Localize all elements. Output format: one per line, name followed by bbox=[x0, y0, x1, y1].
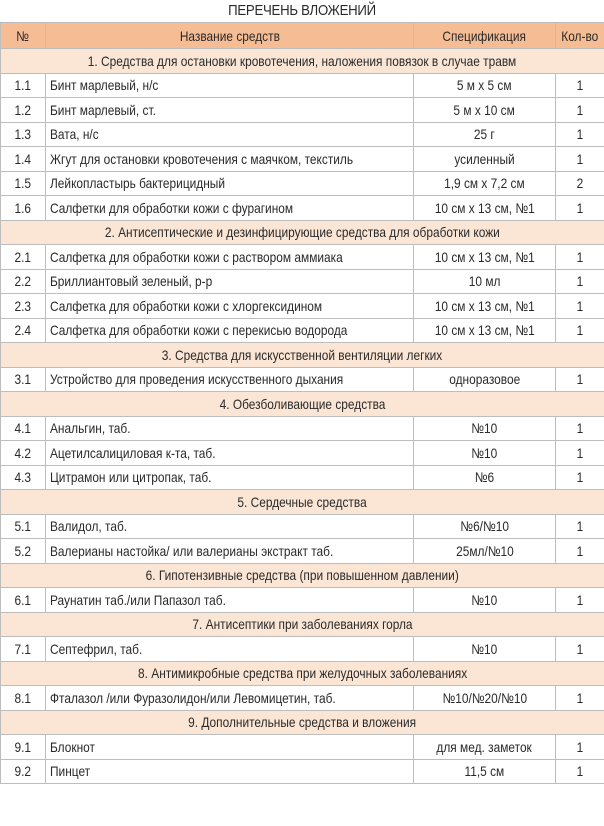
cell-qty-text: 1 bbox=[576, 518, 584, 535]
column-header-number bbox=[1, 23, 46, 49]
cell-spec bbox=[414, 588, 556, 613]
table-row bbox=[1, 73, 604, 98]
cell-qty-text: 1 bbox=[576, 469, 584, 486]
cell-num-text: 9.2 bbox=[14, 763, 32, 780]
cell-name bbox=[46, 122, 414, 147]
cell-num-text: 1.3 bbox=[14, 126, 32, 143]
cell-spec bbox=[414, 367, 556, 392]
cell-num bbox=[1, 269, 46, 294]
cell-qty-text: 2 bbox=[576, 175, 584, 192]
cell-qty-text: 1 bbox=[576, 371, 584, 388]
table-row bbox=[1, 735, 604, 760]
cell-num-text: 1.5 bbox=[14, 175, 32, 192]
cell-qty-text: 1 bbox=[576, 542, 584, 559]
cell-qty bbox=[556, 514, 604, 539]
section-title: 8. Антимикробные средства при желудочных заболеваниях bbox=[137, 665, 468, 682]
section-title-cell bbox=[1, 710, 604, 735]
cell-qty-text: 1 bbox=[576, 591, 584, 608]
section-title-cell bbox=[1, 490, 604, 515]
section-title: 5. Сердечные средства bbox=[237, 493, 368, 510]
cell-spec bbox=[414, 269, 556, 294]
section-title-cell bbox=[1, 49, 604, 74]
cell-qty bbox=[556, 73, 604, 98]
section-row bbox=[1, 710, 604, 735]
cell-qty bbox=[556, 588, 604, 613]
section-row bbox=[1, 563, 604, 588]
cell-spec bbox=[414, 416, 556, 441]
column-header-qty-label: Кол-во bbox=[561, 27, 599, 44]
table-row bbox=[1, 588, 604, 613]
cell-num bbox=[1, 514, 46, 539]
cell-name-text: Салфетка для обработки кожи с перекисью водорода bbox=[50, 322, 348, 339]
cell-num bbox=[1, 416, 46, 441]
cell-spec bbox=[414, 318, 556, 343]
cell-name-text: Лейкопластырь бактерицидный bbox=[50, 175, 226, 192]
cell-spec-text: усиленный bbox=[454, 150, 515, 167]
cell-name bbox=[46, 269, 414, 294]
cell-spec-text: №6/№10 bbox=[460, 518, 509, 535]
cell-spec-text: №10 bbox=[471, 591, 498, 608]
cell-spec-text: 25 г bbox=[474, 126, 495, 143]
table-row bbox=[1, 759, 604, 784]
cell-name-text: Цитрамон или цитропак, таб. bbox=[50, 469, 212, 486]
cell-num-text: 3.1 bbox=[14, 371, 32, 388]
cell-name-text: Устройство для проведения искусственного дыхания bbox=[50, 371, 344, 388]
cell-qty bbox=[556, 122, 604, 147]
cell-num bbox=[1, 735, 46, 760]
cell-name bbox=[46, 367, 414, 392]
cell-qty bbox=[556, 735, 604, 760]
cell-num bbox=[1, 147, 46, 172]
column-header-number-label: № bbox=[16, 27, 30, 44]
cell-spec-text: одноразовое bbox=[449, 371, 520, 388]
cell-name bbox=[46, 416, 414, 441]
cell-name-text: Вата, н/с bbox=[50, 126, 99, 143]
cell-spec-text: №10 bbox=[471, 640, 498, 657]
cell-num-text: 1.2 bbox=[14, 101, 32, 118]
cell-spec bbox=[414, 245, 556, 270]
cell-name bbox=[46, 686, 414, 711]
cell-qty-text: 1 bbox=[576, 248, 584, 265]
cell-qty-text: 1 bbox=[576, 420, 584, 437]
cell-num-text: 9.1 bbox=[14, 738, 32, 755]
section-title: 6. Гипотензивные средства (при повышенном давлении) bbox=[145, 567, 460, 584]
cell-qty bbox=[556, 441, 604, 466]
cell-name-text: Бинт марлевый, ст. bbox=[50, 101, 156, 118]
cell-num-text: 5.1 bbox=[14, 518, 32, 535]
cell-name-text: Салфетки для обработки кожи с фурагином bbox=[50, 199, 294, 216]
table-row bbox=[1, 147, 604, 172]
cell-spec bbox=[414, 441, 556, 466]
cell-name-text: Валерианы настойка/ или валерианы экстракт таб. bbox=[50, 542, 334, 559]
cell-name bbox=[46, 588, 414, 613]
cell-spec-text: 10 см х 13 см, №1 bbox=[434, 297, 535, 314]
cell-num bbox=[1, 122, 46, 147]
cell-qty bbox=[556, 465, 604, 490]
cell-num bbox=[1, 98, 46, 123]
cell-name bbox=[46, 539, 414, 564]
cell-qty-text: 1 bbox=[576, 738, 584, 755]
section-title-cell bbox=[1, 343, 604, 368]
section-title-cell bbox=[1, 220, 604, 245]
cell-num bbox=[1, 318, 46, 343]
cell-name bbox=[46, 245, 414, 270]
cell-spec bbox=[414, 514, 556, 539]
cell-spec bbox=[414, 147, 556, 172]
section-row bbox=[1, 661, 604, 686]
cell-qty-text: 1 bbox=[576, 297, 584, 314]
cell-qty bbox=[556, 171, 604, 196]
page-title: ПЕРЕЧЕНЬ ВЛОЖЕНИЙ bbox=[228, 2, 376, 19]
cell-num-text: 4.1 bbox=[14, 420, 32, 437]
cell-name-text: Салфетка для обработки кожи с раствором аммиака bbox=[50, 248, 343, 265]
column-header-spec-label: Спецификация bbox=[442, 27, 527, 44]
cell-qty bbox=[556, 318, 604, 343]
section-row bbox=[1, 343, 604, 368]
cell-name bbox=[46, 441, 414, 466]
cell-num bbox=[1, 294, 46, 319]
cell-qty bbox=[556, 759, 604, 784]
cell-spec bbox=[414, 73, 556, 98]
cell-num-text: 1.6 bbox=[14, 199, 32, 216]
cell-num-text: 2.3 bbox=[14, 297, 32, 314]
cell-name-text: Бриллиантовый зеленый, р-р bbox=[50, 273, 213, 290]
cell-num-text: 6.1 bbox=[14, 591, 32, 608]
table-row bbox=[1, 367, 604, 392]
cell-qty-text: 1 bbox=[576, 640, 584, 657]
cell-name-text: Жгут для остановки кровотечения с маячком, текстиль bbox=[50, 150, 354, 167]
cell-qty-text: 1 bbox=[576, 126, 584, 143]
cell-name bbox=[46, 637, 414, 662]
cell-spec bbox=[414, 759, 556, 784]
table-row bbox=[1, 294, 604, 319]
table-row bbox=[1, 514, 604, 539]
cell-name bbox=[46, 465, 414, 490]
column-header-spec bbox=[414, 23, 556, 49]
cell-qty bbox=[556, 196, 604, 221]
section-title: 4. Обезболивающие средства bbox=[219, 395, 386, 412]
cell-spec-text: 25мл/№10 bbox=[455, 542, 514, 559]
section-title: 3. Средства для искусственной вентиляции легких bbox=[162, 346, 443, 363]
cell-num bbox=[1, 465, 46, 490]
cell-num bbox=[1, 441, 46, 466]
cell-spec-text: №10 bbox=[471, 420, 498, 437]
cell-qty-text: 1 bbox=[576, 273, 584, 290]
cell-qty-text: 1 bbox=[576, 689, 584, 706]
cell-name bbox=[46, 735, 414, 760]
cell-qty bbox=[556, 367, 604, 392]
cell-num bbox=[1, 367, 46, 392]
cell-name-text: Септефрил, таб. bbox=[50, 640, 143, 657]
cell-name bbox=[46, 196, 414, 221]
section-title: 2. Антисептические и дезинфицирующие средства для обработки кожи bbox=[105, 224, 500, 241]
cell-spec-text: 10 см х 13 см, №1 bbox=[434, 322, 535, 339]
cell-num-text: 4.3 bbox=[14, 469, 32, 486]
cell-spec-text: для мед. заметок bbox=[436, 738, 533, 755]
cell-spec-text: №6 bbox=[474, 469, 495, 486]
cell-num-text: 8.1 bbox=[14, 689, 32, 706]
cell-name bbox=[46, 318, 414, 343]
cell-name-text: Фталазол /или Фуразолидон/или Левомицетин, таб. bbox=[50, 689, 336, 706]
cell-num bbox=[1, 245, 46, 270]
cell-name-text: Блокнот bbox=[50, 738, 95, 755]
cell-num-text: 2.1 bbox=[14, 248, 32, 265]
cell-num bbox=[1, 637, 46, 662]
cell-name-text: Бинт марлевый, н/с bbox=[50, 77, 159, 94]
cell-spec-text: 10 см х 13 см, №1 bbox=[434, 248, 535, 265]
section-title: 1. Средства для остановки кровотечения, наложения повязок в случае травм bbox=[88, 52, 517, 69]
cell-qty bbox=[556, 294, 604, 319]
cell-qty bbox=[556, 686, 604, 711]
cell-num bbox=[1, 686, 46, 711]
cell-qty bbox=[556, 245, 604, 270]
table-row bbox=[1, 245, 604, 270]
section-title: 9. Дополнительные средства и вложения bbox=[188, 714, 417, 731]
section-title-cell bbox=[1, 612, 604, 637]
table-row bbox=[1, 196, 604, 221]
table-row bbox=[1, 686, 604, 711]
cell-name bbox=[46, 171, 414, 196]
cell-num-text: 1.4 bbox=[14, 150, 32, 167]
cell-name-text: Пинцет bbox=[50, 763, 91, 780]
table-row bbox=[1, 318, 604, 343]
cell-name-text: Раунатин таб./или Папазол таб. bbox=[50, 591, 226, 608]
cell-spec bbox=[414, 539, 556, 564]
table-row bbox=[1, 637, 604, 662]
cell-spec bbox=[414, 98, 556, 123]
cell-qty-text: 1 bbox=[576, 763, 584, 780]
cell-spec-text: 5 м х 10 см bbox=[453, 101, 516, 118]
cell-num bbox=[1, 73, 46, 98]
table-row bbox=[1, 441, 604, 466]
table-row bbox=[1, 122, 604, 147]
cell-num bbox=[1, 759, 46, 784]
cell-spec bbox=[414, 171, 556, 196]
table-row bbox=[1, 98, 604, 123]
section-row bbox=[1, 220, 604, 245]
cell-num-text: 4.2 bbox=[14, 444, 32, 461]
cell-num-text: 5.2 bbox=[14, 542, 32, 559]
section-title: 7. Антисептики при заболеваниях горла bbox=[192, 616, 413, 633]
cell-name bbox=[46, 98, 414, 123]
cell-num-text: 2.2 bbox=[14, 273, 32, 290]
cell-qty-text: 1 bbox=[576, 322, 584, 339]
cell-spec-text: 10 см х 13 см, №1 bbox=[434, 199, 535, 216]
cell-num-text: 2.4 bbox=[14, 322, 32, 339]
cell-qty-text: 1 bbox=[576, 150, 584, 167]
cell-qty-text: 1 bbox=[576, 77, 584, 94]
cell-num bbox=[1, 171, 46, 196]
section-title-cell bbox=[1, 392, 604, 417]
cell-num-text: 1.1 bbox=[14, 77, 32, 94]
cell-num bbox=[1, 588, 46, 613]
column-header-name bbox=[46, 23, 414, 49]
cell-name-text: Анальгин, таб. bbox=[50, 420, 131, 437]
table-row bbox=[1, 416, 604, 441]
cell-qty-text: 1 bbox=[576, 101, 584, 118]
cell-name-text: Ацетилсалициловая к-та, таб. bbox=[50, 444, 216, 461]
cell-qty bbox=[556, 637, 604, 662]
cell-name-text: Валидол, таб. bbox=[50, 518, 128, 535]
cell-num bbox=[1, 196, 46, 221]
cell-qty-text: 1 bbox=[576, 444, 584, 461]
cell-qty bbox=[556, 539, 604, 564]
cell-spec bbox=[414, 686, 556, 711]
table-row bbox=[1, 465, 604, 490]
cell-name bbox=[46, 759, 414, 784]
column-header-name-label: Название средств bbox=[179, 27, 280, 44]
cell-spec bbox=[414, 735, 556, 760]
cell-qty bbox=[556, 416, 604, 441]
cell-name-text: Салфетка для обработки кожи с хлоргексидином bbox=[50, 297, 323, 314]
cell-spec bbox=[414, 465, 556, 490]
cell-name bbox=[46, 514, 414, 539]
cell-spec-text: 5 м х 5 см bbox=[457, 77, 512, 94]
cell-num bbox=[1, 539, 46, 564]
table-row bbox=[1, 171, 604, 196]
cell-qty bbox=[556, 269, 604, 294]
table-row bbox=[1, 539, 604, 564]
section-row bbox=[1, 612, 604, 637]
column-header-qty bbox=[556, 23, 604, 49]
cell-spec-text: №10/№20/№10 bbox=[442, 689, 527, 706]
cell-num-text: 7.1 bbox=[14, 640, 32, 657]
cell-name bbox=[46, 73, 414, 98]
cell-spec bbox=[414, 122, 556, 147]
cell-spec-text: №10 bbox=[471, 444, 498, 461]
cell-spec bbox=[414, 196, 556, 221]
cell-spec-text: 1,9 см х 7,2 см bbox=[444, 175, 525, 192]
section-row bbox=[1, 49, 604, 74]
cell-qty bbox=[556, 98, 604, 123]
cell-spec bbox=[414, 294, 556, 319]
table-header-row bbox=[1, 23, 604, 49]
cell-qty bbox=[556, 147, 604, 172]
cell-spec bbox=[414, 637, 556, 662]
cell-name bbox=[46, 147, 414, 172]
section-title-cell bbox=[1, 661, 604, 686]
section-row bbox=[1, 392, 604, 417]
table-body bbox=[1, 49, 604, 784]
cell-name bbox=[46, 294, 414, 319]
contents-table bbox=[0, 22, 604, 784]
cell-spec-text: 11,5 см bbox=[464, 763, 505, 780]
section-row bbox=[1, 490, 604, 515]
cell-qty-text: 1 bbox=[576, 199, 584, 216]
section-title-cell bbox=[1, 563, 604, 588]
cell-spec-text: 10 мл bbox=[468, 273, 501, 290]
table-row bbox=[1, 269, 604, 294]
